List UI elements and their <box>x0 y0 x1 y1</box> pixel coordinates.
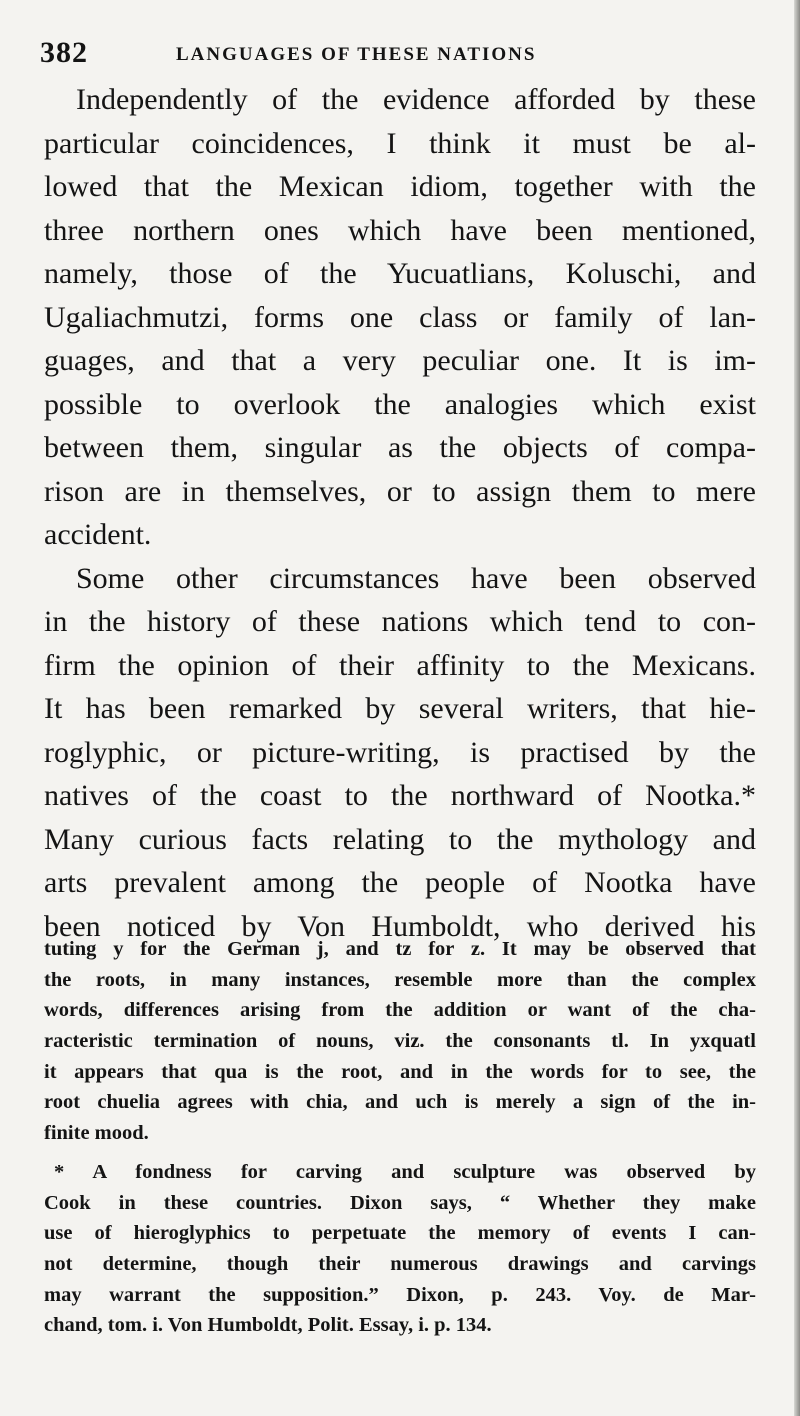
text-line: It has been remarked by several writers, that hie- <box>44 692 756 725</box>
footnote-line: finite mood. <box>44 1122 149 1145</box>
text-line: Many curious facts relating to the mythology and <box>44 822 756 856</box>
text-line: Ugaliachmutzi, forms one class or family of lan- <box>44 300 756 334</box>
footnote-line: not determine, though their numerous drawings and carvings <box>44 1252 756 1275</box>
footnote-line: may warrant the supposition.” Dixon, p. 243. Voy. de Mar- <box>44 1283 756 1306</box>
text-line: arts prevalent among the people of Nootka have <box>44 866 756 899</box>
text-line: possible to overlook the analogies which exist <box>44 387 756 421</box>
body-text <box>44 78 756 948</box>
footnote-line: chand, tom. i. Von Humboldt, Polit. Essay, i. p. 134. <box>44 1314 492 1337</box>
footnote-line: root chuelia agrees with chia, and uch is merely a sign of the in- <box>44 1091 756 1114</box>
text-line: been noticed by Von Humboldt, who derived his <box>44 909 756 943</box>
footnote-line: use of hieroglyphics to perpetuate the memory of events I can- <box>44 1222 756 1245</box>
footnotes <box>44 934 756 1341</box>
footnote-line: * A fondness for carving and sculpture was observed by <box>54 1160 756 1183</box>
footnote-line: Cook in these countries. Dixon says, “ Whether they make <box>44 1191 756 1214</box>
text-line: Independently of the evidence afforded by these <box>76 83 756 116</box>
text-line: roglyphic, or picture-writing, is practised by the <box>44 735 756 769</box>
text-line: firm the opinion of their affinity to the Mexicans. <box>44 648 756 682</box>
page-number: 382 <box>40 36 88 69</box>
text-line: between them, singular as the objects of compa- <box>44 431 756 464</box>
text-line: guages, and that a very peculiar one. It is im- <box>44 344 756 377</box>
text-line: natives of the coast to the northward of Nootka.* <box>44 779 756 812</box>
footnote-line: it appears that qua is the root, and in the words for to see, the <box>44 1060 756 1083</box>
text-line: lowed that the Mexican idiom, together with the <box>44 170 756 203</box>
text-line: rison are in themselves, or to assign them to mere <box>44 474 756 508</box>
running-head <box>40 32 760 72</box>
footnote-line: tuting y for the German j, and tz for z. It may be observed that <box>44 938 756 960</box>
text-line: namely, those of the Yucuatlians, Koluschi, and <box>44 257 756 290</box>
text-line: accident. <box>44 518 152 551</box>
text-line: in the history of these nations which tend to con- <box>44 605 756 638</box>
running-title: LANGUAGES OF THESE NATIONS <box>176 44 537 65</box>
footnote-line: words, differences arising from the addition or want of the cha- <box>44 999 756 1022</box>
footnote-line: the roots, in many instances, resemble more than the complex <box>44 968 756 991</box>
footnote-gap <box>44 1149 756 1157</box>
page-edge-shadow <box>794 0 800 1416</box>
text-line: particular coincidences, I think it must be al- <box>44 126 756 160</box>
text-line: Some other circumstances have been observed <box>76 561 756 595</box>
text-line: three northern ones which have been mentioned, <box>44 213 756 247</box>
footnote-line: racteristic termination of nouns, viz. the consonants tl. In yxquatl <box>44 1030 756 1053</box>
